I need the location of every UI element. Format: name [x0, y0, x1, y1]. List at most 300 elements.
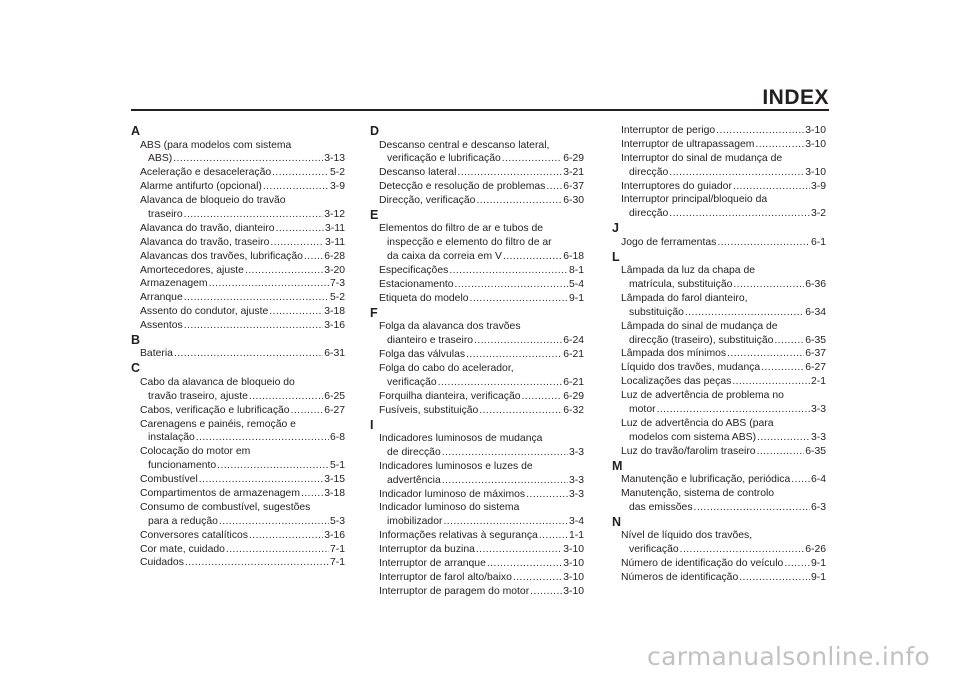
index-entry-line [379, 292, 584, 306]
index-entry-text: Folga das válvulas [379, 349, 466, 361]
index-letter-heading: A [131, 124, 141, 138]
dot-leader [657, 403, 810, 417]
dot-leader [184, 208, 324, 222]
dot-leader [245, 264, 323, 278]
index-entry-line [621, 236, 826, 250]
dot-leader [470, 292, 568, 306]
index-entry [612, 389, 826, 417]
index-entry-line [621, 306, 826, 320]
index-page-number: 6-37 [563, 181, 584, 193]
index-entry-text: Assento do condutor, ajuste [140, 306, 269, 318]
index-entry-line [140, 404, 345, 418]
index-entry-line [621, 417, 826, 431]
dot-leader [522, 390, 563, 404]
index-entry [131, 264, 345, 278]
index-page-number: 6-24 [563, 335, 584, 347]
index-entry-text: Folga do cabo do acelerador, [379, 362, 514, 374]
index-letter-heading: F [370, 305, 378, 320]
index-page-number: 3-11 [324, 222, 345, 234]
dot-leader [727, 347, 804, 361]
index-entry-text: para a redução [148, 515, 218, 527]
index-entry-line [379, 334, 584, 348]
index-entry-line [140, 390, 345, 404]
index-entry-text: Arranque [140, 292, 183, 304]
index-entry [131, 418, 345, 446]
index-entry-line [140, 418, 345, 432]
index-entry [131, 556, 345, 570]
index-entry-line [621, 292, 826, 306]
index-entry-line [621, 375, 826, 389]
index-page-number: 5-2 [329, 292, 345, 304]
index-entry-text: Etiqueta do modelo [379, 292, 469, 304]
dot-leader [174, 347, 323, 361]
index-entry-text: Alavancas dos travões, lubrificação [140, 250, 303, 262]
index-entry [612, 361, 826, 375]
index-entry-text: ABS (para modelos com sistema [140, 139, 292, 151]
index-entry [612, 473, 826, 487]
index-entry-line [379, 515, 584, 529]
index-page-number: 3-3 [568, 488, 584, 500]
index-page-number: 6-37 [805, 348, 826, 360]
dot-leader [502, 152, 562, 166]
index-entry [370, 194, 584, 208]
index-entry-text: Descanso central e descanso lateral, [379, 139, 550, 151]
index-entry-text: Indicador luminoso do sistema [379, 502, 520, 514]
index-column-3 [612, 124, 826, 585]
index-entry-text: Luz de advertência de problema no [621, 390, 784, 402]
index-page-number: 6-4 [810, 474, 826, 486]
index-entry [370, 585, 584, 599]
dot-leader [199, 473, 323, 487]
index-page-number: 3-10 [805, 166, 826, 178]
dot-leader [479, 404, 562, 418]
index-entry-text: Luz de advertência do ABS (para [621, 417, 774, 429]
dot-leader [270, 236, 324, 250]
index-entry-line [140, 515, 345, 529]
index-entry [131, 543, 345, 557]
index-entry-text: Interruptor de arranque [379, 558, 486, 570]
index-entry-text: Luz do travão/farolim traseiro [621, 445, 756, 457]
index-page-number: 6-3 [810, 501, 826, 513]
index-entry-line [621, 347, 826, 361]
index-page-number: 6-25 [324, 390, 345, 402]
index-entry-text: travão traseiro, ajuste [148, 390, 248, 402]
index-entry-text: Assentos [140, 320, 183, 332]
dot-leader [733, 180, 810, 194]
index-entry [612, 124, 826, 138]
index-entry [370, 460, 584, 488]
index-entry [131, 139, 345, 167]
dot-leader [526, 488, 568, 502]
index-entry-text: Bateria [140, 348, 173, 360]
index-entry-line [379, 139, 584, 153]
dot-leader [503, 250, 562, 264]
index-page-number: 9-1 [810, 571, 826, 583]
index-page-number: 6-26 [805, 544, 826, 556]
index-letter-heading: B [131, 332, 141, 347]
index-entry-line [140, 347, 345, 361]
dot-leader [733, 278, 804, 292]
index-entry-line [621, 180, 826, 194]
dot-leader [539, 529, 568, 543]
index-page-number: 6-27 [805, 362, 826, 374]
index-entry-line [140, 152, 345, 166]
index-page-number: 9-1 [810, 558, 826, 570]
index-entry-text: direcção [629, 208, 669, 220]
index-entry-line [379, 320, 584, 334]
index-entry [370, 543, 584, 557]
index-entry-text: Interruptor da buzina [379, 544, 475, 556]
dot-leader [249, 529, 323, 543]
index-entry [131, 194, 345, 222]
index-entry [370, 222, 584, 264]
index-entry [370, 139, 584, 167]
index-entry [612, 193, 826, 221]
index-entry-line [379, 236, 584, 250]
index-entry [131, 473, 345, 487]
index-entry [370, 432, 584, 460]
index-entry-text: Carenagens e painéis, remoção e [140, 418, 296, 430]
index-entry-text: Interruptor do sinal de mudança de [621, 152, 783, 164]
index-entry-text: substituição [629, 306, 684, 318]
index-entry-line [379, 446, 584, 460]
index-entry-text: direcção (traseiro), substituição [629, 334, 774, 346]
index-entry [131, 404, 345, 418]
index-page-number: 6-32 [563, 404, 584, 416]
index-entry-text: Direcção, verificação [379, 195, 476, 207]
dot-leader [226, 543, 329, 557]
index-page-number: 6-27 [324, 404, 345, 416]
index-entry-text: Alavanca do travão, dianteiro [140, 222, 275, 234]
index-entry [370, 166, 584, 180]
dot-leader [443, 515, 568, 529]
index-entry [612, 264, 826, 292]
index-page-number: 6-30 [563, 195, 584, 207]
index-page-number: 6-29 [563, 390, 584, 402]
dot-leader [530, 585, 562, 599]
index-title: INDEX [762, 86, 829, 109]
dot-leader [455, 278, 568, 292]
index-entry [612, 152, 826, 180]
index-entry-text: Elementos do filtro de ar e tubos de [379, 223, 544, 235]
dot-leader [219, 515, 329, 529]
index-entry-text: da caixa da correia em V [387, 251, 502, 263]
index-page-number: 3-4 [568, 516, 584, 528]
index-entry-line [140, 180, 345, 194]
index-page-number: 6-29 [563, 153, 584, 165]
index-entry-text: Lâmpada da luz da chapa de [621, 265, 756, 277]
index-entry [370, 180, 584, 194]
index-entry [370, 557, 584, 571]
index-entry-line [379, 585, 584, 599]
index-page-number: 6-8 [329, 432, 345, 444]
index-entry-text: Colocação do motor em [140, 446, 251, 458]
dot-leader [513, 571, 562, 585]
index-entry-line [140, 556, 345, 570]
index-entry [612, 320, 826, 348]
index-entry [370, 320, 584, 348]
index-entry-text: Interruptor de ultrapassagem [621, 138, 755, 150]
index-entry-text: Detecção e resolução de problemas [379, 181, 546, 193]
index-entry-text: Manutenção, sistema de controlo [621, 487, 775, 499]
dot-leader [272, 166, 329, 180]
dot-leader [694, 501, 810, 515]
index-entry-text: Conversores catalíticos [140, 529, 248, 541]
dot-leader [546, 180, 562, 194]
index-entry [370, 501, 584, 529]
index-page-number: 3-3 [810, 431, 826, 443]
index-entry-text: Localizações das peças [621, 376, 732, 388]
index-entry [612, 445, 826, 459]
index-entry-text: Interruptor principal/bloqueio da [621, 194, 768, 206]
index-entry-line [621, 473, 826, 487]
dot-leader [442, 446, 568, 460]
dot-leader [185, 556, 329, 570]
index-letter-heading: D [370, 124, 380, 138]
title-rule [131, 109, 829, 111]
index-entry [370, 529, 584, 543]
index-letter-heading: M [612, 458, 623, 473]
index-entry-line [140, 222, 345, 236]
index-entry-line [140, 487, 345, 501]
index-entry [370, 278, 584, 292]
index-entry-text: Folga da alavanca dos travões [379, 321, 521, 333]
index-letter-heading: I [370, 417, 374, 432]
index-entry [370, 348, 584, 362]
index-entry-text: Consumo de combustível, sugestões [140, 501, 311, 513]
index-entry-line [140, 473, 345, 487]
index-entry [131, 376, 345, 404]
index-entry-line [140, 194, 345, 208]
index-letter-heading: C [131, 361, 141, 376]
index-entry [612, 571, 826, 585]
index-page-number: 6-34 [805, 306, 826, 318]
watermark: carmanualsonline.info [647, 642, 930, 671]
index-page-number: 3-10 [563, 558, 584, 570]
index-entry-line [140, 445, 345, 459]
index-entry-text: de direcção [387, 446, 441, 458]
index-page-number: 6-1 [810, 236, 826, 248]
index-entry-text: Cabo da alavanca de bloqueio do [140, 376, 295, 388]
index-entry-text: Interruptor de perigo [621, 125, 716, 136]
dot-leader [669, 207, 810, 221]
index-entry-line [621, 557, 826, 571]
index-page-number: 2-1 [810, 376, 826, 388]
index-page-number: 6-35 [805, 445, 826, 457]
index-entry-text: Alarme antifurto (opcional) [140, 181, 262, 193]
index-entry-line [621, 543, 826, 557]
index-entry-text: Armazenagem [140, 278, 208, 290]
index-page-number: 3-12 [324, 208, 345, 220]
index-entry [370, 390, 584, 404]
index-page-number: 3-20 [324, 264, 345, 276]
index-entry-line [379, 404, 584, 418]
index-entry-text: Indicadores luminosos e luzes de [379, 460, 533, 472]
index-page-number: 6-31 [324, 348, 345, 360]
index-entry-text: Cor mate, cuidado [140, 543, 225, 555]
index-entry-line [379, 474, 584, 488]
dot-leader [466, 348, 562, 362]
dot-leader [276, 222, 324, 236]
dot-leader [739, 571, 810, 585]
index-entry-text: Cabos, verificação e lubrificação [140, 404, 290, 416]
index-entry-line [621, 501, 826, 515]
index-entry-text: Interruptores do guiador [621, 180, 732, 192]
dot-leader [476, 543, 562, 557]
index-page-number: 3-18 [324, 306, 345, 318]
dot-leader [685, 306, 804, 320]
index-entry [612, 375, 826, 389]
index-page-number: 6-28 [324, 250, 345, 262]
index-entry [131, 501, 345, 529]
index-entry-text: advertência [387, 474, 441, 486]
dot-leader [669, 166, 804, 180]
index-entry [131, 445, 345, 473]
index-entry-line [140, 543, 345, 557]
index-page-number: 9-1 [568, 292, 584, 304]
dot-leader [717, 236, 810, 250]
index-entry-line [140, 459, 345, 473]
index-entry-text: Manutenção e lubrificação, periódica [621, 474, 791, 486]
dot-leader [487, 557, 562, 571]
index-entry-line [379, 222, 584, 236]
index-entry-line [379, 194, 584, 208]
index-entry-text: Especificações [379, 265, 449, 277]
index-entry-text: Indicador luminoso de máximos [379, 488, 526, 500]
index-entry-text: Lâmpada do farol dianteiro, [621, 292, 748, 304]
index-entry-text: Informações relativas à segurança [379, 530, 538, 542]
dot-leader [476, 194, 562, 208]
dot-leader [716, 124, 804, 138]
index-entry-text: Alavanca do travão, traseiro [140, 236, 270, 248]
index-entry-line [621, 278, 826, 292]
index-entry-line [621, 166, 826, 180]
index-page-number: 5-4 [568, 279, 584, 291]
index-page-number: 3-21 [563, 167, 584, 179]
index-page-number: 7-1 [329, 557, 345, 569]
index-column-2 [370, 124, 584, 599]
index-entry [612, 487, 826, 515]
index-entry-line [379, 571, 584, 585]
index-entry-text: Amortecedores, ajuste [140, 264, 244, 276]
index-page-number: 3-18 [324, 487, 345, 499]
index-entry-text: matrícula, substituição [629, 279, 733, 291]
index-entry-line [621, 193, 826, 207]
dot-leader [457, 166, 562, 180]
dot-leader [438, 376, 563, 390]
index-entry-text: traseiro [148, 208, 183, 220]
index-entry-line [379, 264, 584, 278]
index-entry-line [140, 305, 345, 319]
index-entry-line [379, 488, 584, 502]
dot-leader [269, 305, 323, 319]
index-entry-line [140, 139, 345, 153]
dot-leader [732, 375, 810, 389]
dot-leader [784, 557, 810, 571]
index-page-number: 6-35 [805, 334, 826, 346]
index-entry [131, 236, 345, 250]
index-entry-line [621, 445, 826, 459]
index-entry-text: ABS) [148, 153, 173, 165]
dot-leader [755, 138, 804, 152]
index-entry-line [621, 207, 826, 221]
index-entry-text: direcção [629, 166, 669, 178]
index-column-1 [131, 124, 345, 570]
index-page-number: 3-10 [805, 125, 826, 136]
index-entry-text: Cuidados [140, 557, 184, 569]
index-page-number: 3-16 [324, 529, 345, 541]
index-entry [131, 180, 345, 194]
index-page-number: 6-18 [563, 251, 584, 263]
dot-leader [249, 390, 323, 404]
index-entry-line [379, 432, 584, 446]
index-entry-line [621, 529, 826, 543]
index-page-number: 5-2 [329, 167, 345, 179]
index-entry [370, 362, 584, 390]
index-entry-text: verificação [387, 376, 437, 388]
index-entry-text: Estacionamento [379, 279, 454, 291]
index-page-number: 3-11 [324, 236, 345, 248]
index-page-number: 3-3 [568, 446, 584, 458]
index-entry-line [379, 501, 584, 515]
index-letter-heading: L [612, 249, 620, 264]
index-entry-text: dianteiro e traseiro [387, 335, 474, 347]
index-entry [131, 250, 345, 264]
index-entry-text: Fusíveis, substituição [379, 404, 479, 416]
index-entry [131, 529, 345, 543]
index-entry-line [621, 403, 826, 417]
index-entry-text: funcionamento [148, 460, 217, 472]
index-page-number: 3-9 [810, 180, 826, 192]
index-page-number: 3-10 [563, 585, 584, 597]
index-entry-text: Líquido dos travões, mudança [621, 362, 761, 374]
dot-leader [761, 361, 804, 375]
dot-leader [774, 334, 804, 348]
index-entry-text: verificação [629, 544, 679, 556]
dot-leader [291, 404, 324, 418]
index-page-number: 3-13 [324, 153, 345, 165]
index-entry [370, 488, 584, 502]
index-entry [131, 291, 345, 305]
index-entry [131, 305, 345, 319]
dot-leader [474, 334, 562, 348]
index-entry-line [140, 291, 345, 305]
index-entry-line [140, 264, 345, 278]
index-entry-line [379, 348, 584, 362]
index-entry-line [379, 376, 584, 390]
index-entry-line [140, 236, 345, 250]
index-page-number: 3-2 [810, 208, 826, 220]
index-entry-line [140, 501, 345, 515]
index-entry-line [621, 487, 826, 501]
index-page-number: 3-10 [563, 571, 584, 583]
dot-leader [184, 291, 329, 305]
index-entry-text: motor [629, 404, 656, 416]
index-page-number: 1-1 [568, 530, 584, 542]
index-entry-line [621, 320, 826, 334]
dot-leader [184, 319, 323, 333]
index-entry-line [621, 264, 826, 278]
dot-leader [757, 431, 810, 445]
index-page-number: 5-3 [329, 515, 345, 527]
index-entry-line [379, 180, 584, 194]
index-entry-line [379, 390, 584, 404]
index-entry-text: Descanso lateral [379, 167, 457, 179]
index-entry-line [140, 250, 345, 264]
index-entry-line [621, 389, 826, 403]
index-page-number: 6-21 [563, 376, 584, 388]
index-entry [370, 571, 584, 585]
